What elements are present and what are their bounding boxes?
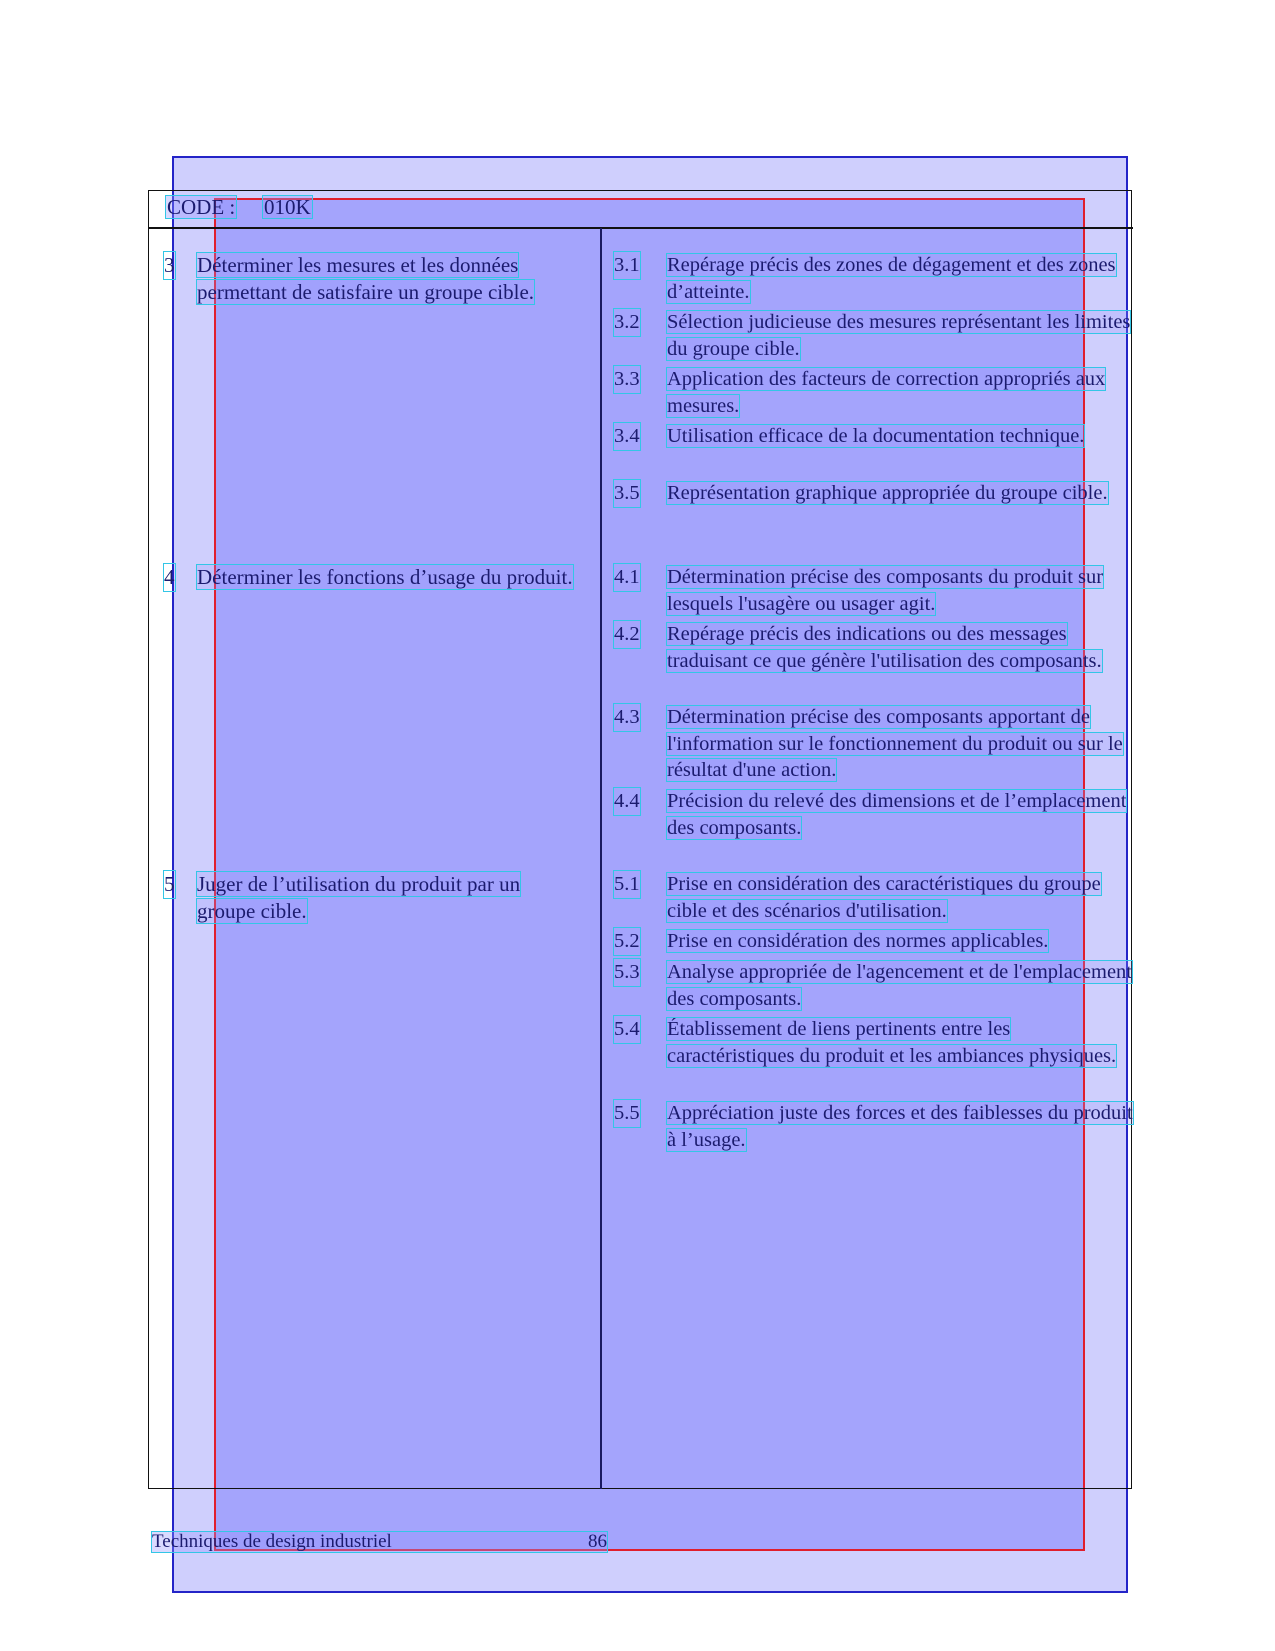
criterion-text: Analyse appropriée de l'agencement et de l'emplacement des composants. xyxy=(667,961,1133,1010)
criterion-text: Établissement de liens pertinents entre les caractéristiques du produit et les ambiances physiques. xyxy=(667,1018,1117,1067)
table-header-divider xyxy=(148,227,1133,229)
criterion-text: Application des facteurs de correction appropriés aux mesures. xyxy=(667,368,1106,417)
criterion-number: 4.1 xyxy=(614,564,640,591)
criterion-text: Détermination précise des composants apportant de l'information sur le fonctionnement du produit ou sur le résultat d'une action. xyxy=(667,706,1123,781)
criterion-number: 5.2 xyxy=(614,928,640,955)
criterion-number: 5.3 xyxy=(614,959,640,986)
criterion-text: Détermination précise des composants du produit sur lesquels l'usagère ou usager agit. xyxy=(667,566,1104,615)
criterion-text: Représentation graphique appropriée du groupe cible. xyxy=(667,482,1108,504)
objective-text: Déterminer les mesures et les données permettant de satisfaire un groupe cible. xyxy=(197,253,535,304)
code-value: 010K xyxy=(264,195,311,219)
page-footer xyxy=(152,1532,607,1552)
criterion-text: Sélection judicieuse des mesures représentant les limites du groupe cible. xyxy=(667,311,1131,360)
criterion-text: Prise en considération des caractéristiques du groupe cible et des scénarios d'utilisation. xyxy=(667,873,1101,922)
criterion-number: 3.1 xyxy=(614,252,640,279)
criterion-text: Repérage précis des indications ou des messages traduisant ce que génère l'utilisation des composants. xyxy=(667,623,1102,672)
criterion-number: 3.4 xyxy=(614,423,640,450)
footer-program: Techniques de design industriel xyxy=(152,1531,392,1552)
criterion-number: 3.2 xyxy=(614,309,640,336)
table-border-left xyxy=(148,190,149,1489)
criterion-number: 5.1 xyxy=(614,871,640,898)
code-label: CODE : xyxy=(167,195,236,219)
criterion-number: 5.5 xyxy=(614,1100,640,1127)
criterion-number: 5.4 xyxy=(614,1016,640,1043)
criterion-text: Appréciation juste des forces et des faiblesses du produit à l’usage. xyxy=(667,1102,1133,1151)
criterion-number: 3.3 xyxy=(614,366,640,393)
objective-number: 5 xyxy=(164,872,175,896)
table-border-bottom xyxy=(148,1488,1131,1489)
objective-number: 3 xyxy=(164,253,175,277)
objective-text: Déterminer les fonctions d’usage du produit. xyxy=(197,565,573,589)
objective-number: 4 xyxy=(164,565,175,589)
page-number: 86 xyxy=(588,1531,607,1552)
criterion-number: 3.5 xyxy=(614,480,640,507)
table-border-top xyxy=(148,190,1131,191)
criterion-text: Précision du relevé des dimensions et de l’emplacement des composants. xyxy=(667,790,1127,839)
table-column-divider xyxy=(600,228,602,1489)
criterion-number: 4.3 xyxy=(614,704,640,731)
criterion-text: Prise en considération des normes applicables. xyxy=(667,930,1049,952)
criterion-text: Repérage précis des zones de dégagement et des zones d’atteinte. xyxy=(667,254,1116,303)
objective-text: Juger de l’utilisation du produit par un groupe cible. xyxy=(197,872,521,923)
criterion-number: 4.4 xyxy=(614,788,640,815)
criterion-number: 4.2 xyxy=(614,621,640,648)
criterion-text: Utilisation efficace de la documentation technique. xyxy=(667,425,1085,447)
